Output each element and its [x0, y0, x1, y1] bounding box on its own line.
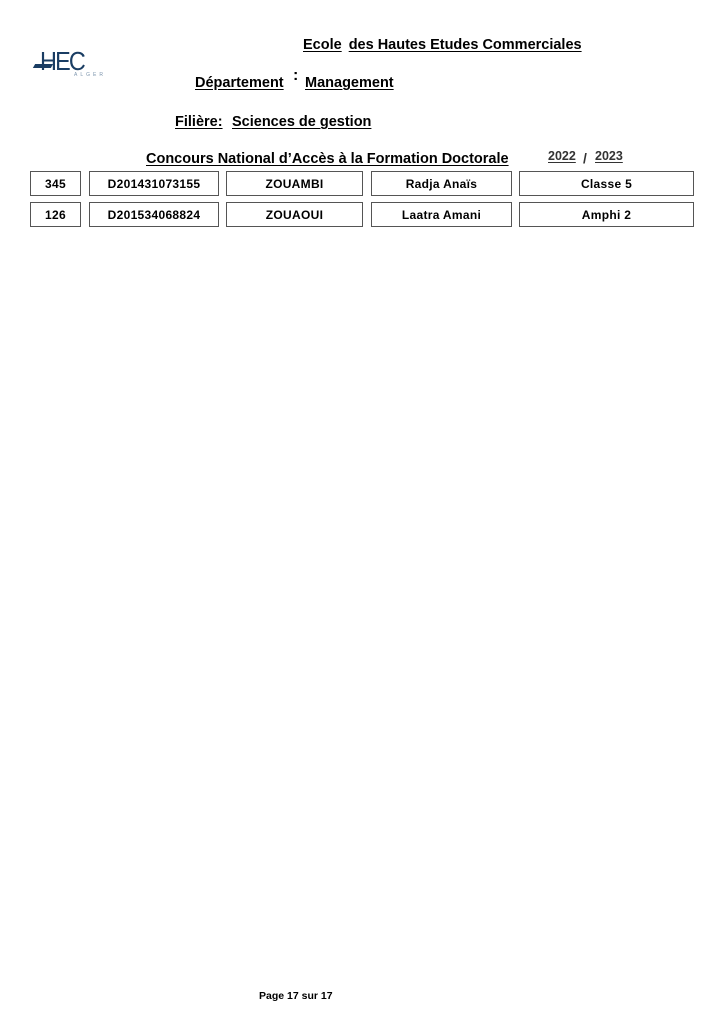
year-separator: / — [583, 150, 587, 166]
year-end: 2023 — [595, 149, 623, 163]
hec-logo — [34, 46, 116, 80]
table-row-1-nom: ZOUAMBI — [226, 171, 363, 196]
table-row-2-id: D201534068824 — [89, 202, 219, 227]
departement-value: Management — [305, 75, 394, 91]
concours-title: Concours National d’Accès à la Formation Doctorale — [146, 151, 509, 167]
page-number: Page 17 sur 17 — [259, 990, 333, 1002]
table-row-2-salle: Amphi 2 — [519, 202, 694, 227]
table-row-1-number: 345 — [30, 171, 81, 196]
table-row-1-prenom: Radja Anaïs — [371, 171, 512, 196]
table-row-2-nom: ZOUAOUI — [226, 202, 363, 227]
table-row-2-prenom: Laatra Amani — [371, 202, 512, 227]
departement-colon: : — [293, 67, 299, 84]
logo-subtext: ALGER — [74, 72, 106, 78]
table-row-1-salle: Classe 5 — [519, 171, 694, 196]
logo-text: HEC — [40, 46, 85, 76]
school-name — [303, 37, 582, 53]
school-name-part2: des Hautes Etudes Commerciales — [348, 37, 582, 53]
departement-label: Département — [195, 75, 284, 91]
year-start: 2022 — [548, 149, 576, 163]
filiere-label: Filière: — [175, 114, 223, 130]
table-row-1-id: D201431073155 — [89, 171, 219, 196]
table-row-2-number: 126 — [30, 202, 81, 227]
school-name-part1: Ecole — [303, 37, 342, 53]
filiere-value: Sciences de gestion — [232, 114, 372, 130]
